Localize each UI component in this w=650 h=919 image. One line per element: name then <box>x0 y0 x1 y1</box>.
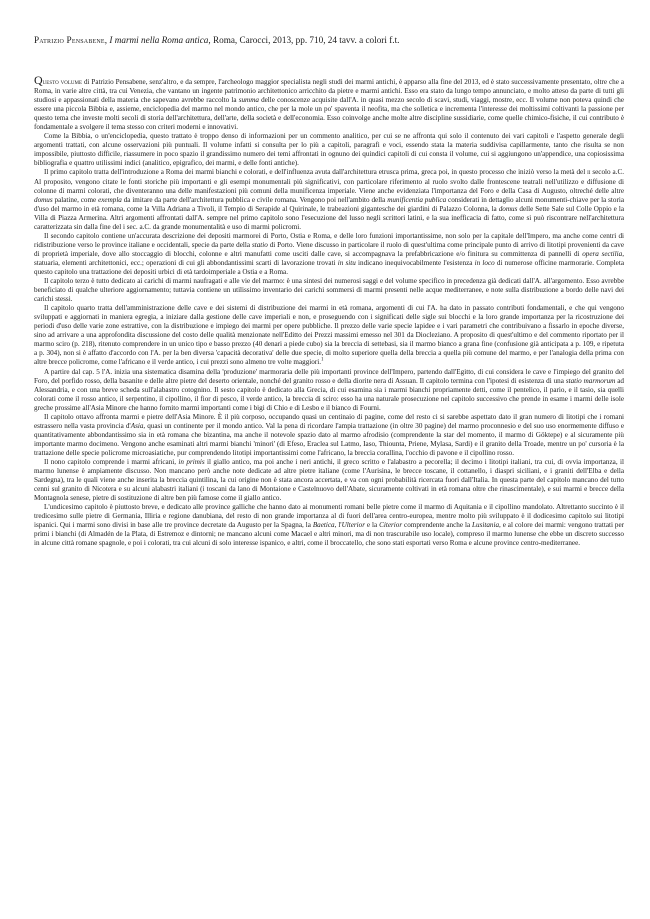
header-details: , Roma, Carocci, 2013, pp. 710, 24 tavv. a colori f.t. <box>208 35 400 45</box>
drop-cap: Q <box>34 73 43 87</box>
paragraph-10: L'undicesimo capitolo è piuttosto breve, e dedicato alle province galliche che hanno dato ai monumenti romani belle pietre come il marmo di Aquitania e il cipollino mandolato. Altrettanto succinto è il tredicesimo sulle pietre di Germania, Illiria e regione danubiana, del resto di non grande importanza al di fuori dell'area centro-europea, mentre molto più sviluppato è il dodicesimo capitolo sui litotipi ispanici. Qui i marmi sono divisi in base alle tre province decretate da Augusto per la Spagna, la Baetica, l'Ulterior e la Citerior comprendente anche la Lusitania, e al colore dei marmi: vengono trattati per primi i bianchi (di Almadén de la Plata, di Estremoz e dintorni; ne mancano alcuni come Macael e altri minori, ma di non trascurabile uso locale), compreso il marmo lunense che ebbe un discreto successo in alcune città romane spagnole, e poi i colorati, tra cui alcuni di solo interesse ispanico, e altri, come il broccatello, che sono stati esportati verso Roma e alcune province centro-mediterranee. <box>34 503 624 548</box>
review-header <box>34 34 624 46</box>
paragraph-5: Il capitolo terzo è tutto dedicato ai carichi di marmi naufragati e alle vie del marmo: è una sintesi dei numerosi saggi e del volume specifico in precedenza già dedicati dall'A. all'argomento. Esso avrebbe beneficiato di qualche ulteriore aggiornamento; tuttavia contiene un utilissimo inventario dei carichi sommersi di marmi presenti nelle acque mediterranee, e note sulla distribuzione a bordo delle navi dei carichi stessi. <box>34 277 624 304</box>
paragraph-7: A partire dal cap. 5 l'A. inizia una sistematica disamina della 'produzione' marmoraria delle più importanti province dell'Impero, partendo dall'Egitto, di cui considera le cave e l'impiego del granito del Foro, del porfido rosso, della basanite e delle altre pietre del deserto orientale, nonché del granito rosso e della diorite nera di Assuan. Il capitolo termina con l'ipotesi di esistenza di una statio marmorum ad Alessandria, e con una breve scheda sull'alabastro cotognino. Il sesto capitolo è dedicato alla Grecia, di cui esamina sia i marmi bianchi propriamente detti, come il pentelico, il pario, e il tasio, sia quelli colorati come il rosso antico, il serpentino, il cipollino, il fior di pesco, il verde antico, la breccia di sciro: esso ha una naturale prosecuzione nel capitolo successivo che prende in esame i marmi delle isole greche prossime all'Asia Minore che hanno fornito marmi importanti come i bigi di Chio e di Lesbo e il bianco di Fourni. <box>34 367 624 412</box>
header-title: I marmi nella Roma antica <box>109 35 209 45</box>
header-author: Patrizio Pensabene <box>34 35 105 45</box>
paragraph-9: Il nono capitolo comprende i marmi africani, in primis il giallo antico, ma poi anche i neri antichi, il greco scritto e l'alabastro a pecorella; il decimo i litotipi italiani, tra cui, di ovvia importanza, il marmo lunense è ampiamente discusso. Non mancano però anche note dedicate ad altre pietre italiane (come l'Aurisina, le brecce toscane, il cottanello, i diaspri siciliani, e i graniti dell'Elba e della Sardegna), tra le quali viene anche inserita la breccia quintilina, la cui origine non è stata ancora accertata, e va con ogni probabilità ricercata fuori dall'Italia. In questa parte del capitolo mancano del tutto cenni sul granito di Nicotera e su alcuni alabastri italiani (i toscani da lano di Montaione e Castelnuovo dell'Abate, sicuramente coltivati in età romana oltre che rinascimentale), e sui marmi e brecce della Montagnola senese, pietre di sostituzione di altre ben più famose come il giallo antico. <box>34 457 625 503</box>
paragraph-2: Come la Bibbia, o un'enciclopedia, questo trattato è troppo denso di informazioni per un commento analitico, per cui se ne affronta qui solo il contenuto dei vari capitoli e l'aspetto generale degli argomenti trattati, con alcune osservazioni più puntuali. Il volume infatti si consulta per lo più a capitoli, paragrafi e voci, essendo stata la materia suddivisa capillarmente, tanto che risulta se non impossibile, piuttosto difficile, riassumere in poco spazio il grandissimo numero dei temi affrontati in ognuno dei quindici capitoli di cui consta il volume, cui si aggiungono un'appendice, una copiosissima bibliografia e quattro utilissimi indici (analitico, epigrafico, dei marmi, e delle fonti antiche). <box>34 132 624 168</box>
paragraph-8: Il capitolo ottavo affronta marmi e pietre dell'Asia Minore. È il più corposo, occupando quasi un centinaio di pagine, come del resto ci si sarebbe aspettato dato il gran numero di litotipi che i romani estrassero nella vasta provincia d'Asia, quasi un continente per il mondo antico. Val la pena di ricordare l'ampia trattazione (in oltre 30 pagine) del marmo proconnesio e del suo uso enormemente diffuso e quantitativamente abbondantissimo sia in età romana che bizantina, ma anche il notevole spazio dato al marmo afrodisio (comprendente la star del momento, il marmo di Göktepe) e al sicuramente più importante marmo docimeno. Vengono anche esaminati altri marmi bianchi 'minori' (di Efeso, Eraclea sul Latmo, Iaso, Thiounta, Priene, Mylasa, Sardi) e il granito della Troade, mentre un po' cursoria è la trattazione delle specie policrome microasiatiche, pur comprendendo litotipi importantissimi come l'africano, la breccia corallina, l'occhio di pavone e il cipollino rosso. <box>34 412 624 457</box>
lead-small-caps: uesto volume <box>42 78 83 86</box>
paragraph-1: Questo volume di Patrizio Pensabene, senz'altro, e da sempre, l'archeologo maggior specialista negli studi dei marmi antichi, è apparso alla fine del 2013, ed è stato successivamente presentato, oltre che a Roma, in varie altre città, tra cui Venezia, che vantano un ingente patrimonio architettonico arricchito da pietre e marmi antichi. Esso era stato da lungo tempo annunciato, e molto atteso da parte di tutti gli studiosi e appassionati della materia che sapevano avrebbe raccolto la summa delle conoscenze acquisite dall'A. in quasi mezzo secolo di scavi, studi, viaggi, mostre, ecc. Il volume non poteva quindi che essere una piccola Bibbia e, assieme, enciclopedia del marmo nel mondo antico, che per la mole un po' spaventa il neofita, ma che solletica e incrementa l'interesse dei moltissimi coltivanti la passione per questo tema che investe molti secoli di storia dell'architettura, dell'arte, della società e dell'economia. Esso coinvolge anche molte altre discipline sussidiarie, come quelle chimico-fisiche, il cui contributo è fondamentale a svolgere il tema stesso con criteri moderni e innovativi. <box>34 73 624 132</box>
paragraph-3: Il primo capitolo tratta dell'introduzione a Roma dei marmi bianchi e colorati, e dell'influenza avuta dall'architettura etrusca prima, greca poi, in questo processo che iniziò verso la metà del ii secolo a.C. Al proposito, vengono citate le fonti storiche più importanti e gli esempi monumentali più significativi, con particolare riferimento al ruolo svolto dalle frontescene teatrali nell'utilizzo e diffusione di colonne di marmi colorati, che diventeranno una delle manifestazioni più comuni della munificenza imperiale. Viene anche evidenziata l'importanza del Foro e della Casa di Augusto, oltreché delle altre domus palatine, come exempla da imitare da parte dell'architettura pubblica e civile romana. Vengono poi nell'ambito della munificentia publica considerati in dettaglio alcuni monumenti-chiave per la storia d'uso del marmo in età romana, come la Villa Adriana a Tivoli, il Tempio di Serapide al Quirinale, le trabeazioni gigantesche dei giardini di Palazzo Colonna, la domus delle Sette Sale sul Colle Oppio e la Villa di Piazza Armerina. Altri argomenti affrontati dall'A. sempre nel primo capitolo sono l'esecuzione del lusso negli scrittori latini, e la sua inefficacia di fatto, come si può riscontrare nell'architettura caratterizzata sin dalla fine del i sec. a.C. da grande monumentalità e uso di marmi policromi. <box>34 168 624 231</box>
header-sep: , <box>104 35 110 45</box>
review-body <box>34 73 625 548</box>
paragraph-6: Il capitolo quarto tratta dell'amministrazione delle cave e dei sistemi di distribuzione dei marmi in età romana, argomenti di cui l'A. ha dato in passato contributi fondamentali, e che qui vengono sviluppati e aggiornati in maniera egregia, a iniziare dalla gestione delle cave imperiali e non, e proseguendo con i significati delle sigle sui blocchi e la loro grande importanza per la ricostruzione dei periodi d'uso delle varie zone estrattive, con la distribuzione e impiego dei marmi per opere pubbliche. Il prezzo delle varie specie lapidee e i vari parametri che contribuivano a fissarlo in epoche diverse, sino ad arrivare a una approfondita discussione del costo delle qualità menzionate nell'Editto dei Prezzi massimi emesso nel 301 da Diocleziano. A proposito di quest'ultimo e del commento riportato per il marmo sciro (p. 218), ritenuto comprendere in un unico tipo e basso prezzo (40 denari a piede cubo) sia la breccia di settebasi, sia il marmo bianco a grana fine (confusione già anticipata a p. 109, e ripetuta a p. 304), non si è affatto d'accordo con l'A. per la ben diversa 'capacità decorativa' delle due specie, di molto superiore quella della breccia a quella più comune del marmo, e per l'analogia della prima con altre brecce policrome, come l'africano e il verde antico, i cui prezzi sono almeno tre volte maggiori.$^1$ <box>34 304 624 367</box>
paragraph-4: Il secondo capitolo contiene un'accurata descrizione dei depositi marmorei di Porto, Ostia e Roma, e delle loro funzioni importantissime, non solo per la capitale dell'Impero, ma anche come centri di ridistribuzione verso le province italiane e occidentali, specie da parte della statio di Porto. Viene discusso in particolare il ruolo di quest'ultima come principale punto di arrivo di litotipi provenienti da cave di proprietà imperiale, dove allo stoccaggio di blocchi, colonne e altri manufatti come usciti dalle cave, si accompagnava la prefabbricazione e/o finitura su committenza di pannelli di opera sectilia, statuaria, elementi architettonici, ecc.; operazioni di cui gli abbondantissimi scarti di lavorazione trovati in situ indicano inequivocabilmente l'esistenza in loco di numerose officine marmorarie. Completa questo capitolo una trattazione dei depositi urbici di età tardoimperiale a Ostia e a Roma. <box>34 231 625 276</box>
footnote-marker[interactable]: 1 <box>321 358 324 364</box>
